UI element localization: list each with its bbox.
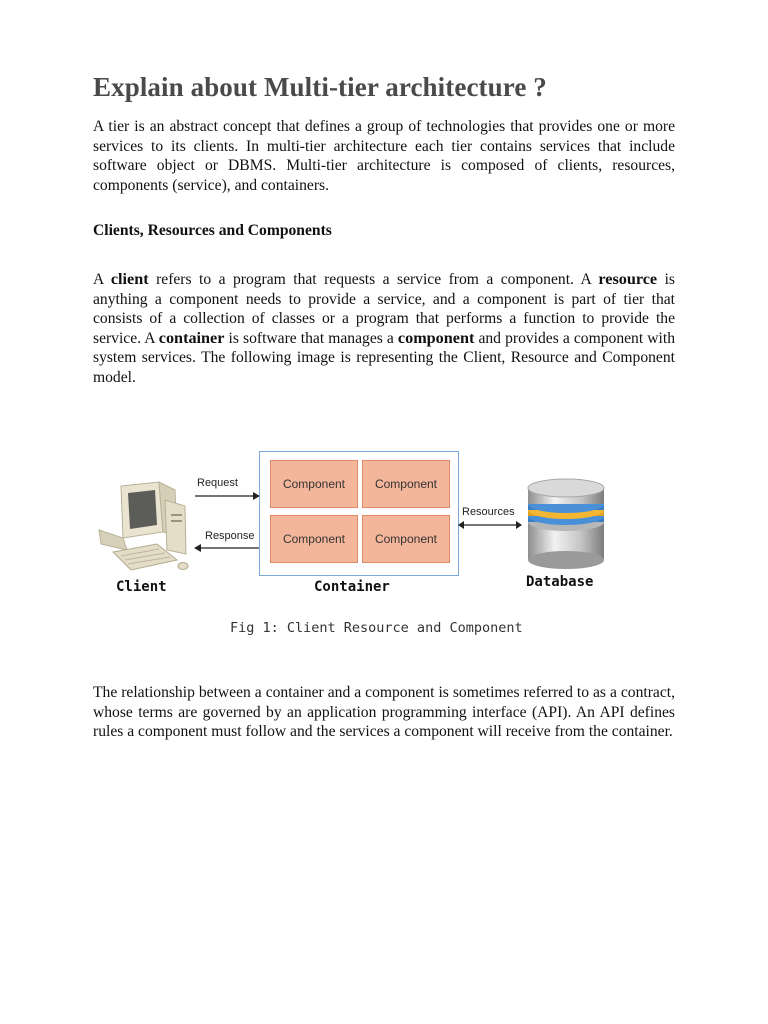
definitions-text-3: is anything a component needs to provide a service, and a component is part of tier that consists of a collection of classes or a program that performs a function to provide the service. A [93,271,675,347]
component-box: Component [362,460,450,508]
definitions-text-4: is software that manages a [224,329,398,347]
request-arrow [193,490,261,502]
term-component: component [397,328,475,347]
component-box: Component [270,460,358,508]
component-box: Component [270,515,358,563]
request-label: Request [197,477,238,489]
page-title: Explain about Multi-tier architecture ? [93,72,547,102]
database-icon [524,476,608,572]
response-label: Response [205,530,255,542]
component-box: Component [362,515,450,563]
resources-label: Resources [462,506,515,518]
client-label: Client [116,579,167,595]
resources-arrow [457,519,523,531]
definitions-text-2: refers to a program that requests a service from a component. A [148,271,599,288]
client-computer-icon [93,480,193,580]
definitions-text-1: A [93,271,111,288]
term-client: client [110,270,149,288]
definitions-text-5: and provides a component with system services. The following image is representing the Client, Resource and Component model. [93,329,675,386]
section-heading: Clients, Resources and Components [93,222,332,239]
relationship-paragraph: The relationship between a container and a component is sometimes referred to as a contract, whose terms are governed by an application programming interface (API). An API defines rules a component must follow and the services a component will receive from the container. [93,684,675,741]
figure-caption: Fig 1: Client Resource and Component [230,620,523,636]
response-arrow [193,542,261,554]
database-label: Database [526,574,594,590]
term-resource: resource [598,270,658,288]
container-label: Container [314,579,390,595]
container-box [259,451,459,576]
term-container: container [158,328,225,347]
architecture-figure [88,440,628,610]
definitions-paragraph [93,270,675,388]
intro-paragraph: A tier is an abstract concept that defines a group of technologies that provides one or more services to its clients. In multi-tier architecture each tier contains services that include software object or DBMS. Multi-tier architecture is composed of clients, resources, components (service), and containers. [93,118,675,194]
